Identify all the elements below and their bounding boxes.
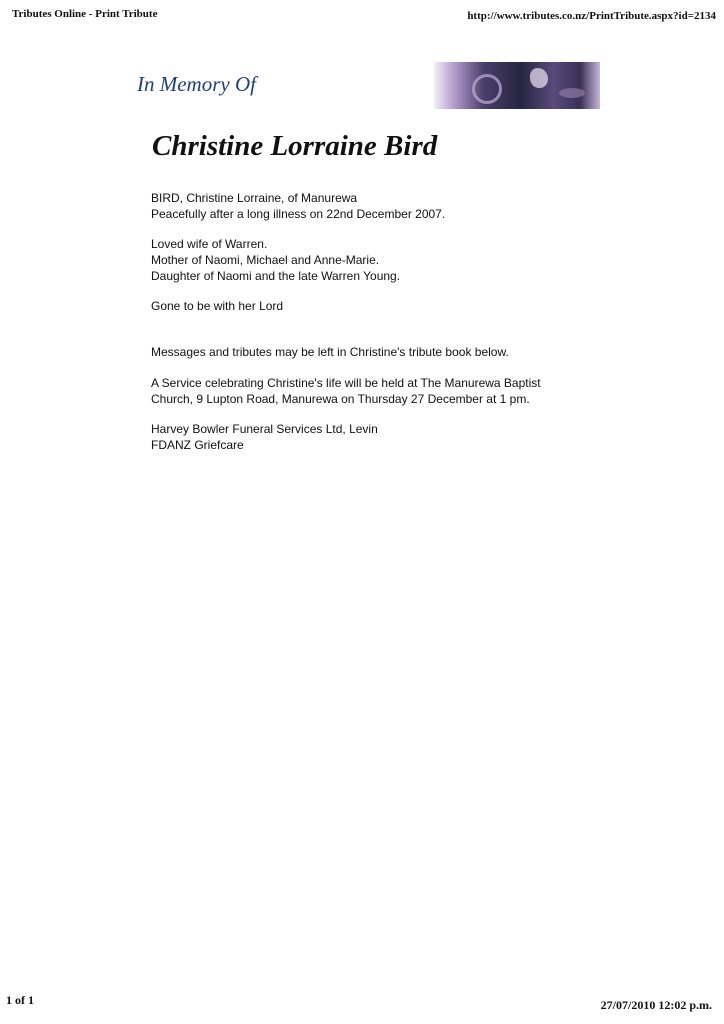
notice-line-daughter: Daughter of Naomi and the late Warren Young.: [151, 269, 401, 283]
page-header-title: Tributes Online - Print Tribute: [12, 8, 158, 20]
deceased-name: Christine Lorraine Bird: [152, 130, 438, 162]
print-timestamp: 27/07/2010 12:02 p.m.: [600, 998, 712, 1012]
banner-shadow-shape: [559, 88, 585, 98]
notice-line-mother: Mother of Naomi, Michael and Anne-Marie.: [151, 253, 380, 267]
notice-line-service: A Service celebrating Christine's life will be held at The Manurewa Baptist Church, 9 Lupton Road, Manurewa on Thursday 27 December at 1 pm.: [151, 376, 541, 406]
notice-line-lord: Gone to be with her Lord: [151, 299, 284, 313]
notice-line-surname: BIRD, Christine Lorraine, of Manurewa: [151, 191, 358, 205]
page-count: 1 of 1: [6, 993, 34, 1007]
notice-line-messages: Messages and tributes may be left in Christine's tribute book below.: [151, 345, 509, 359]
banner-highlight-shape: [530, 68, 548, 88]
notice-line-griefcare: FDANZ Griefcare: [151, 438, 244, 452]
page-header-url: http://www.tributes.co.nz/PrintTribute.aspx?id=2134: [467, 10, 716, 22]
memorial-banner-image: [434, 62, 600, 109]
notice-line-death: Peacefully after a long illness on 22nd December 2007.: [151, 207, 446, 221]
notice-line-wife: Loved wife of Warren.: [151, 237, 268, 251]
banner-ring-shape: [472, 74, 502, 104]
notice-line-funeral-director: Harvey Bowler Funeral Services Ltd, Levin: [151, 422, 378, 436]
in-memory-heading: In Memory Of: [137, 72, 256, 96]
tribute-notice: [151, 190, 601, 453]
